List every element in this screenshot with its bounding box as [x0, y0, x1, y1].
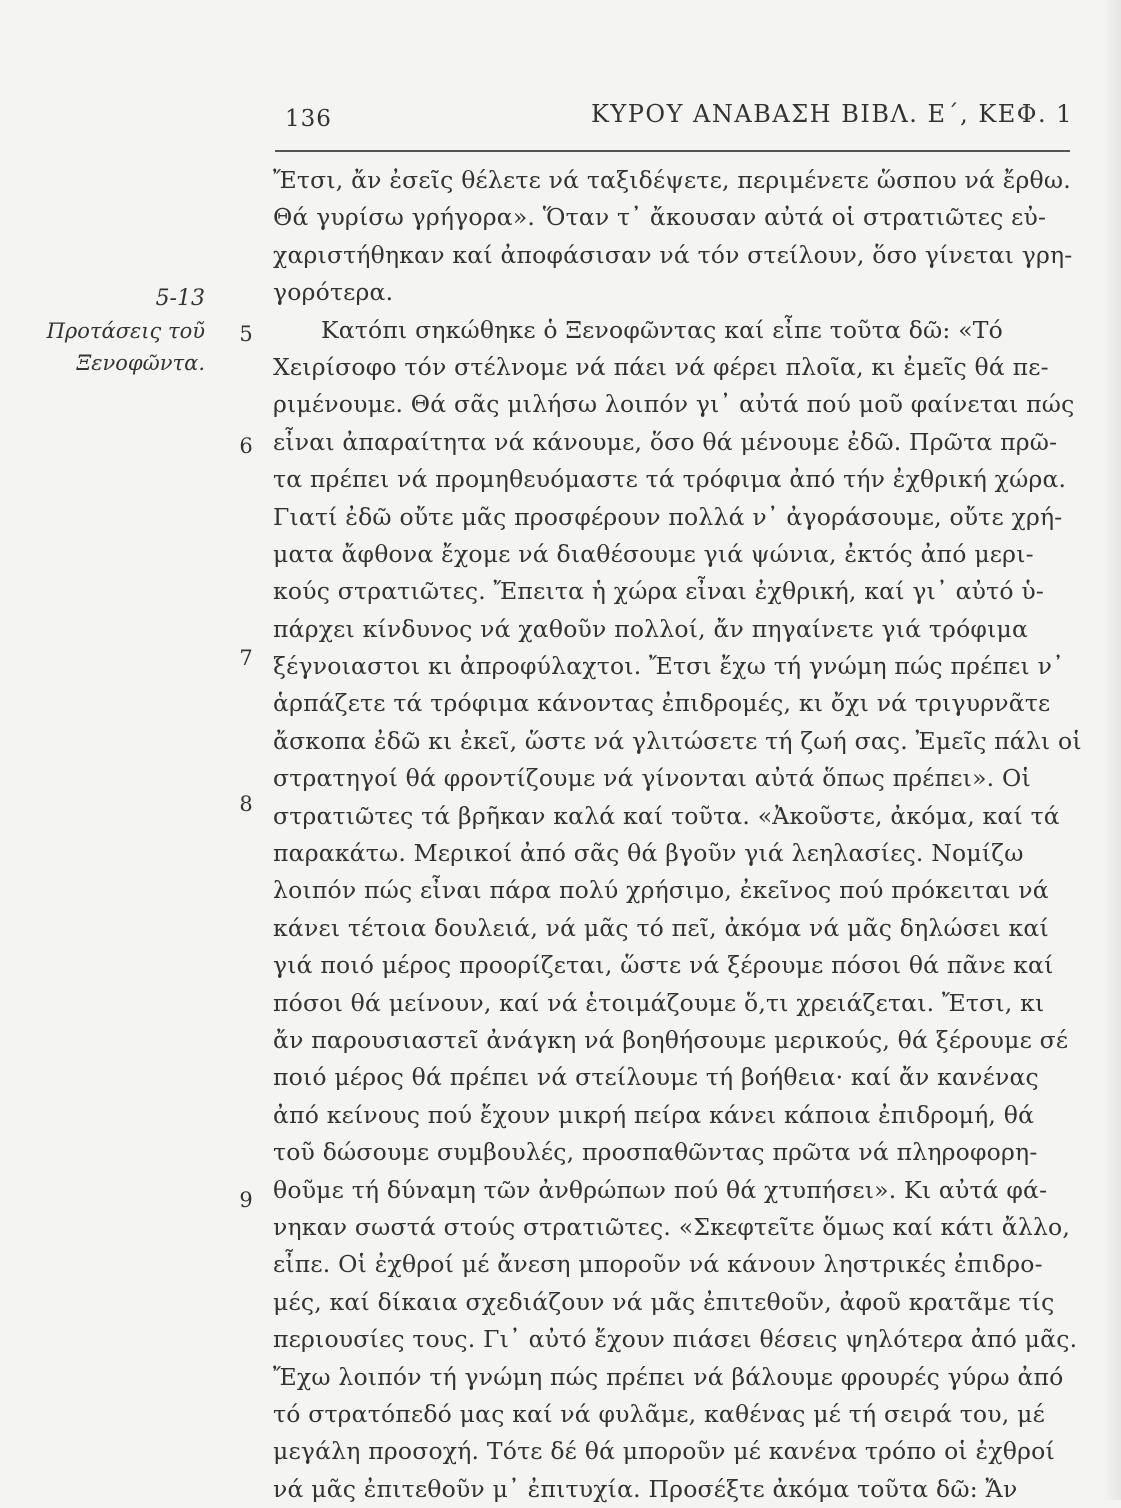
text-line: Χειρίσοφο τόν στέλνομε νά πάει νά φέρει πλοῖα, κι ἐμεῖς θά πε-: [273, 352, 1049, 381]
section-number-8: 8: [239, 792, 253, 816]
text-line: Κατόπι σηκώθηκε ὁ Ξενοφῶντας καί εἶπε τοῦτα δῶ: «Τό: [321, 315, 1003, 344]
text-line: τα πρέπει νά προμηθευόμαστε τά τρόφιμα ἀπό τήν ἐχθρική χώρα.: [273, 465, 1067, 494]
text-line: γιά ποιό μέρος προορίζεται, ὥστε νά ξέρουμε πόσοι θά πᾶνε καί: [273, 951, 1054, 980]
body-text: [273, 162, 1103, 1508]
text-line: πόσοι θά μείνουν, καί νά ἑτοιμάζουμε ὅ,τι χρειάζεται. Ἔτσι, κι: [273, 988, 1045, 1017]
header-rule: [275, 150, 1070, 152]
text-line: τοῦ δώσουμε συμβουλές, προσπαθῶντας πρῶτα νά πληροφορη-: [273, 1138, 1038, 1167]
text-line: εἶπε. Οἱ ἐχθροί μέ ἄνεση μποροῦν νά κάνουν ληστρικές ἐπιδρο-: [273, 1250, 1043, 1279]
page-number: 136: [285, 106, 332, 132]
text-line: πάρχει κίνδυνος νά χαθοῦν πολλοί, ἄν πηγαίνετε γιά τρόφιμα: [273, 614, 1029, 643]
margin-note: [20, 283, 205, 379]
text-line: νά μᾶς ἐπιτεθοῦν μ᾿ ἐπιτυχία. Προσέξτε ἀκόμα τοῦτα δῶ: Ἄν: [273, 1474, 1018, 1503]
text-line: χαριστήθηκαν καί ἀποφάσισαν νά τόν στείλουν, ὅσο γίνεται γρη-: [273, 240, 1073, 269]
text-line: παρακάτω. Μερικοί ἀπό σᾶς θά βγοῦν γιά λεηλασίες. Νομίζω: [273, 839, 1024, 868]
text-line: εἶναι ἀπαραίτητα νά κάνουμε, ὅσο θά μένουμε ἐδῶ. Πρῶτα πρῶ-: [273, 427, 1058, 456]
text-line: τό στρατόπεδό μας καί νά φυλᾶμε, καθένας μέ τή σειρά του, μέ: [273, 1399, 1045, 1428]
text-line: γορότερα.: [273, 278, 394, 307]
margin-note-line: Προτάσεις τοῦ: [46, 319, 205, 343]
text-line: θοῦμε τή δύναμη τῶν ἀνθρώπων πού θά χτυπήσει». Κι αὐτά φά-: [273, 1175, 1048, 1204]
text-line: ξέγνοιαστοι κι ἀπροφύλαχτοι. Ἔτσι ἔχω τή γνώμη πώς πρέπει ν᾿: [273, 652, 1065, 681]
text-line: νηκαν σωστά στούς στρατιῶτες. «Σκεφτεῖτε ὅμως καί κάτι ἄλλο,: [273, 1212, 1071, 1241]
text-line: κούς στρατιῶτες. Ἔπειτα ἡ χώρα εἶναι ἐχθρική, καί γι᾿ αὐτό ὑ-: [273, 577, 1044, 606]
text-line: στρατηγοί θά φροντίζουμε νά γίνονται αὐτά ὅπως πρέπει». Οἱ: [273, 764, 1031, 793]
text-line: ματα ἄφθονα ἔχομε νά διαθέσουμε γιά ψώνια, ἐκτός ἀπό μερι-: [273, 539, 1034, 568]
text-line: Ἔχω λοιπόν τή γνώμη πώς πρέπει νά βάλουμε φρουρές γύρω ἀπό: [273, 1362, 1064, 1391]
text-line: Γιατί ἐδῶ οὔτε μᾶς προσφέρουν πολλά ν᾿ ἀγοράσουμε, οὔτε χρή-: [273, 502, 1063, 531]
text-line: Θά γυρίσω γρήγορα». Ὅταν τ᾿ ἄκουσαν αὐτά οἱ στρατιῶτες εὐ-: [273, 203, 1047, 232]
text-line: ποιό μέρος θά πρέπει νά στείλουμε τή βοήθεια· καί ἄν κανένας: [273, 1063, 1039, 1092]
page-edge-shadow: [1103, 0, 1121, 1500]
text-line: ἄν παρουσιαστεῖ ἀνάγκη νά βοηθήσουμε μερικούς, θά ξέρουμε σέ: [273, 1025, 1069, 1054]
text-line: ἁρπάζετε τά τρόφιμα κάνοντας ἐπιδρομές, κι ὄχι νά τριγυρνᾶτε: [273, 689, 1051, 718]
text-line: στρατιῶτες τά βρῆκαν καλά καί τοῦτα. «Ἀκοῦστε, ἀκόμα, καί τά: [273, 801, 1060, 830]
section-number-6: 6: [239, 434, 253, 458]
running-title: ΚΥΡΟΥ ΑΝΑΒΑΣΗ ΒΙΒΛ. Ε΄, ΚΕΦ. 1: [590, 100, 1073, 128]
margin-note-range: 5-13: [155, 286, 205, 311]
text-line: κάνει τέτοια δουλειά, νά μᾶς τό πεῖ, ἀκόμα νά μᾶς δηλώσει καί: [273, 913, 1049, 942]
text-line: περιουσίες τους. Γι᾿ αὐτό ἔχουν πιάσει θέσεις ψηλότερα ἀπό μᾶς.: [273, 1325, 1078, 1354]
section-number-5: 5: [239, 322, 253, 346]
text-line: μές, καί δίκαια σχεδιάζουν νά μᾶς ἐπιτεθοῦν, ἀφοῦ κρατᾶμε τίς: [273, 1287, 1055, 1316]
text-line: ἀπό κείνους πού ἔχουν μικρή πείρα κάνει κάποια ἐπιδρομή, θά: [273, 1100, 1035, 1129]
section-number-9: 9: [239, 1188, 253, 1212]
text-line: ριμένουμε. Θά σᾶς μιλήσω λοιπόν γι᾿ αὐτά πού μοῦ φαίνεται πώς: [273, 390, 1075, 419]
page-header: [275, 100, 1075, 140]
text-line: Ἔτσι, ἄν ἐσεῖς θέλετε νά ταξιδέψετε, περιμένετε ὥσπου νά ἔρθω.: [273, 166, 1071, 194]
text-line: μεγάλη προσοχή. Τότε δέ θά μποροῦν μέ κανένα τρόπο οἱ ἐχθροί: [273, 1437, 1055, 1466]
section-number-7: 7: [239, 646, 253, 670]
text-line: λοιπόν πώς εἶναι πάρα πολύ χρήσιμο, ἐκεῖνος πού πρόκειται νά: [273, 876, 1049, 905]
margin-note-line: Ξενοφῶντα.: [76, 351, 205, 375]
text-line: ἄσκοπα ἐδῶ κι ἐκεῖ, ὥστε νά γλιτώσετε τή ζωή σας. Ἐμεῖς πάλι οἱ: [273, 726, 1082, 755]
